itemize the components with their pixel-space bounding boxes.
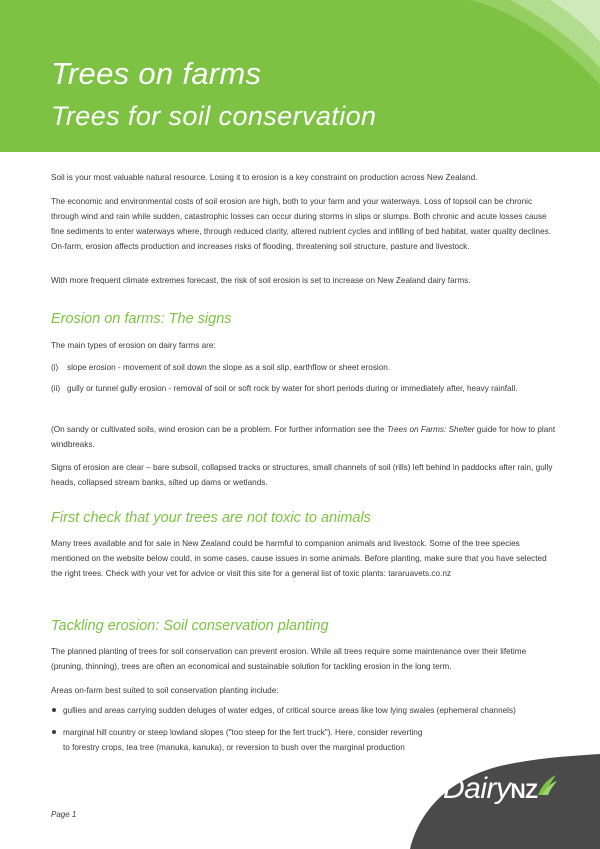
page-number: Page 1 <box>51 810 77 819</box>
page-title: Trees on farms <box>51 56 262 91</box>
tackling-paragraph: The planned planting of trees for soil conservation can prevent erosion. While all trees require some maintenance over their lifetime (pruning, thinning), trees are often an economical and sustainable solution for tackling erosion in the long term. <box>51 647 527 671</box>
list-item <box>51 725 428 755</box>
list-item-text: gully or tunnel gully erosion - removal of soil or soft rock by water for short periods during or immediately after, heavy rainfall. <box>67 384 518 393</box>
shelter-guide-reference: Trees on Farms: Shelter <box>386 425 475 434</box>
sandy-note-text: (On sandy or cultivated soils, wind erosion can be a problem. For further information see the <box>51 425 387 434</box>
section-heading-toxic: First check that your trees are not toxic to animals <box>51 510 371 526</box>
toxic-paragraph: Many trees available and for sale in New Zealand could be harmful to companion animals and livestock. Some of the tree species mentioned on the website below could, in some cases, cause issues in some animals. Before planting, make sure that you have selected the right trees. Check with your vet for advice or visit this site for a general list of toxic plants: tararuavets.co.nz <box>51 539 547 578</box>
dairynz-logo <box>443 772 538 806</box>
bullet-icon <box>52 708 56 712</box>
section-heading-tackling: Tackling erosion: Soil conservation planting <box>51 618 329 634</box>
tackling-lead: Areas on-farm best suited to soil conservation planting include: <box>51 686 279 695</box>
sandy-soils-note <box>51 422 556 452</box>
list-item-text: marginal hill country or steep lowland slopes ("too steep for the fert truck"). Here, consider reverting to forestry crops, tea tree (manuka, kanuka), or reversion to bush over the marginal production <box>63 728 423 752</box>
intro-paragraph: Soil is your most valuable natural resource. Losing it to erosion is a key constraint on production across New Zealand. <box>51 173 478 182</box>
list-item <box>51 703 556 718</box>
section-heading-signs: Erosion on farms: The signs <box>51 311 232 327</box>
list-item <box>51 381 556 396</box>
logo-text: Dairy <box>443 772 511 805</box>
signs-paragraph: Signs of erosion are clear – bare subsoil, collapsed tracks or structures, small channels of soil (rills) left behind in paddocks after rain, gully heads, collapsed stream banks, silted up dams or wetlands. <box>51 463 553 487</box>
list-marker: (i) <box>51 363 59 372</box>
intro-paragraph: The economic and environmental costs of soil erosion are high, both to your farm and your waterways. Loss of topsoil can be chronic through wind and rain while sudden, catastrophic losses can occur during storms in slips or slumps. Both chronic and acute losses cause fine sediments to enter waterways where, through reduced clarity, altered nutrient cycles and infilling of bed habitat, water quality declines. On-farm, erosion affects production and increases risks of flooding, threatening soil structure, pasture and livestock. <box>51 197 552 251</box>
signs-lead: The main types of erosion on dairy farms are: <box>51 341 216 350</box>
list-item-text: slope erosion - movement of soil down the slope as a soil slip, earthflow or sheet erosion. <box>67 363 391 372</box>
logo-leaf-icon <box>536 773 558 797</box>
page-subtitle: Trees for soil conservation <box>51 101 377 131</box>
swoosh-graphic <box>400 0 600 152</box>
list-marker: (ii) <box>51 384 61 393</box>
bullet-icon <box>52 730 56 734</box>
sandy-note-text: guide for how to plant windbreaks. <box>51 425 556 449</box>
erosion-types-list <box>51 360 556 402</box>
intro-paragraph: With more frequent climate extremes forecast, the risk of soil erosion is set to increase on New Zealand dairy farms. <box>51 276 471 285</box>
header-banner <box>0 0 600 152</box>
logo-nz-text: NZ <box>510 780 538 803</box>
list-item-text: gullies and areas carrying sudden deluges of water edges, of critical source areas like low lying swales (ephemeral channels) <box>63 706 516 715</box>
list-item <box>51 360 556 375</box>
